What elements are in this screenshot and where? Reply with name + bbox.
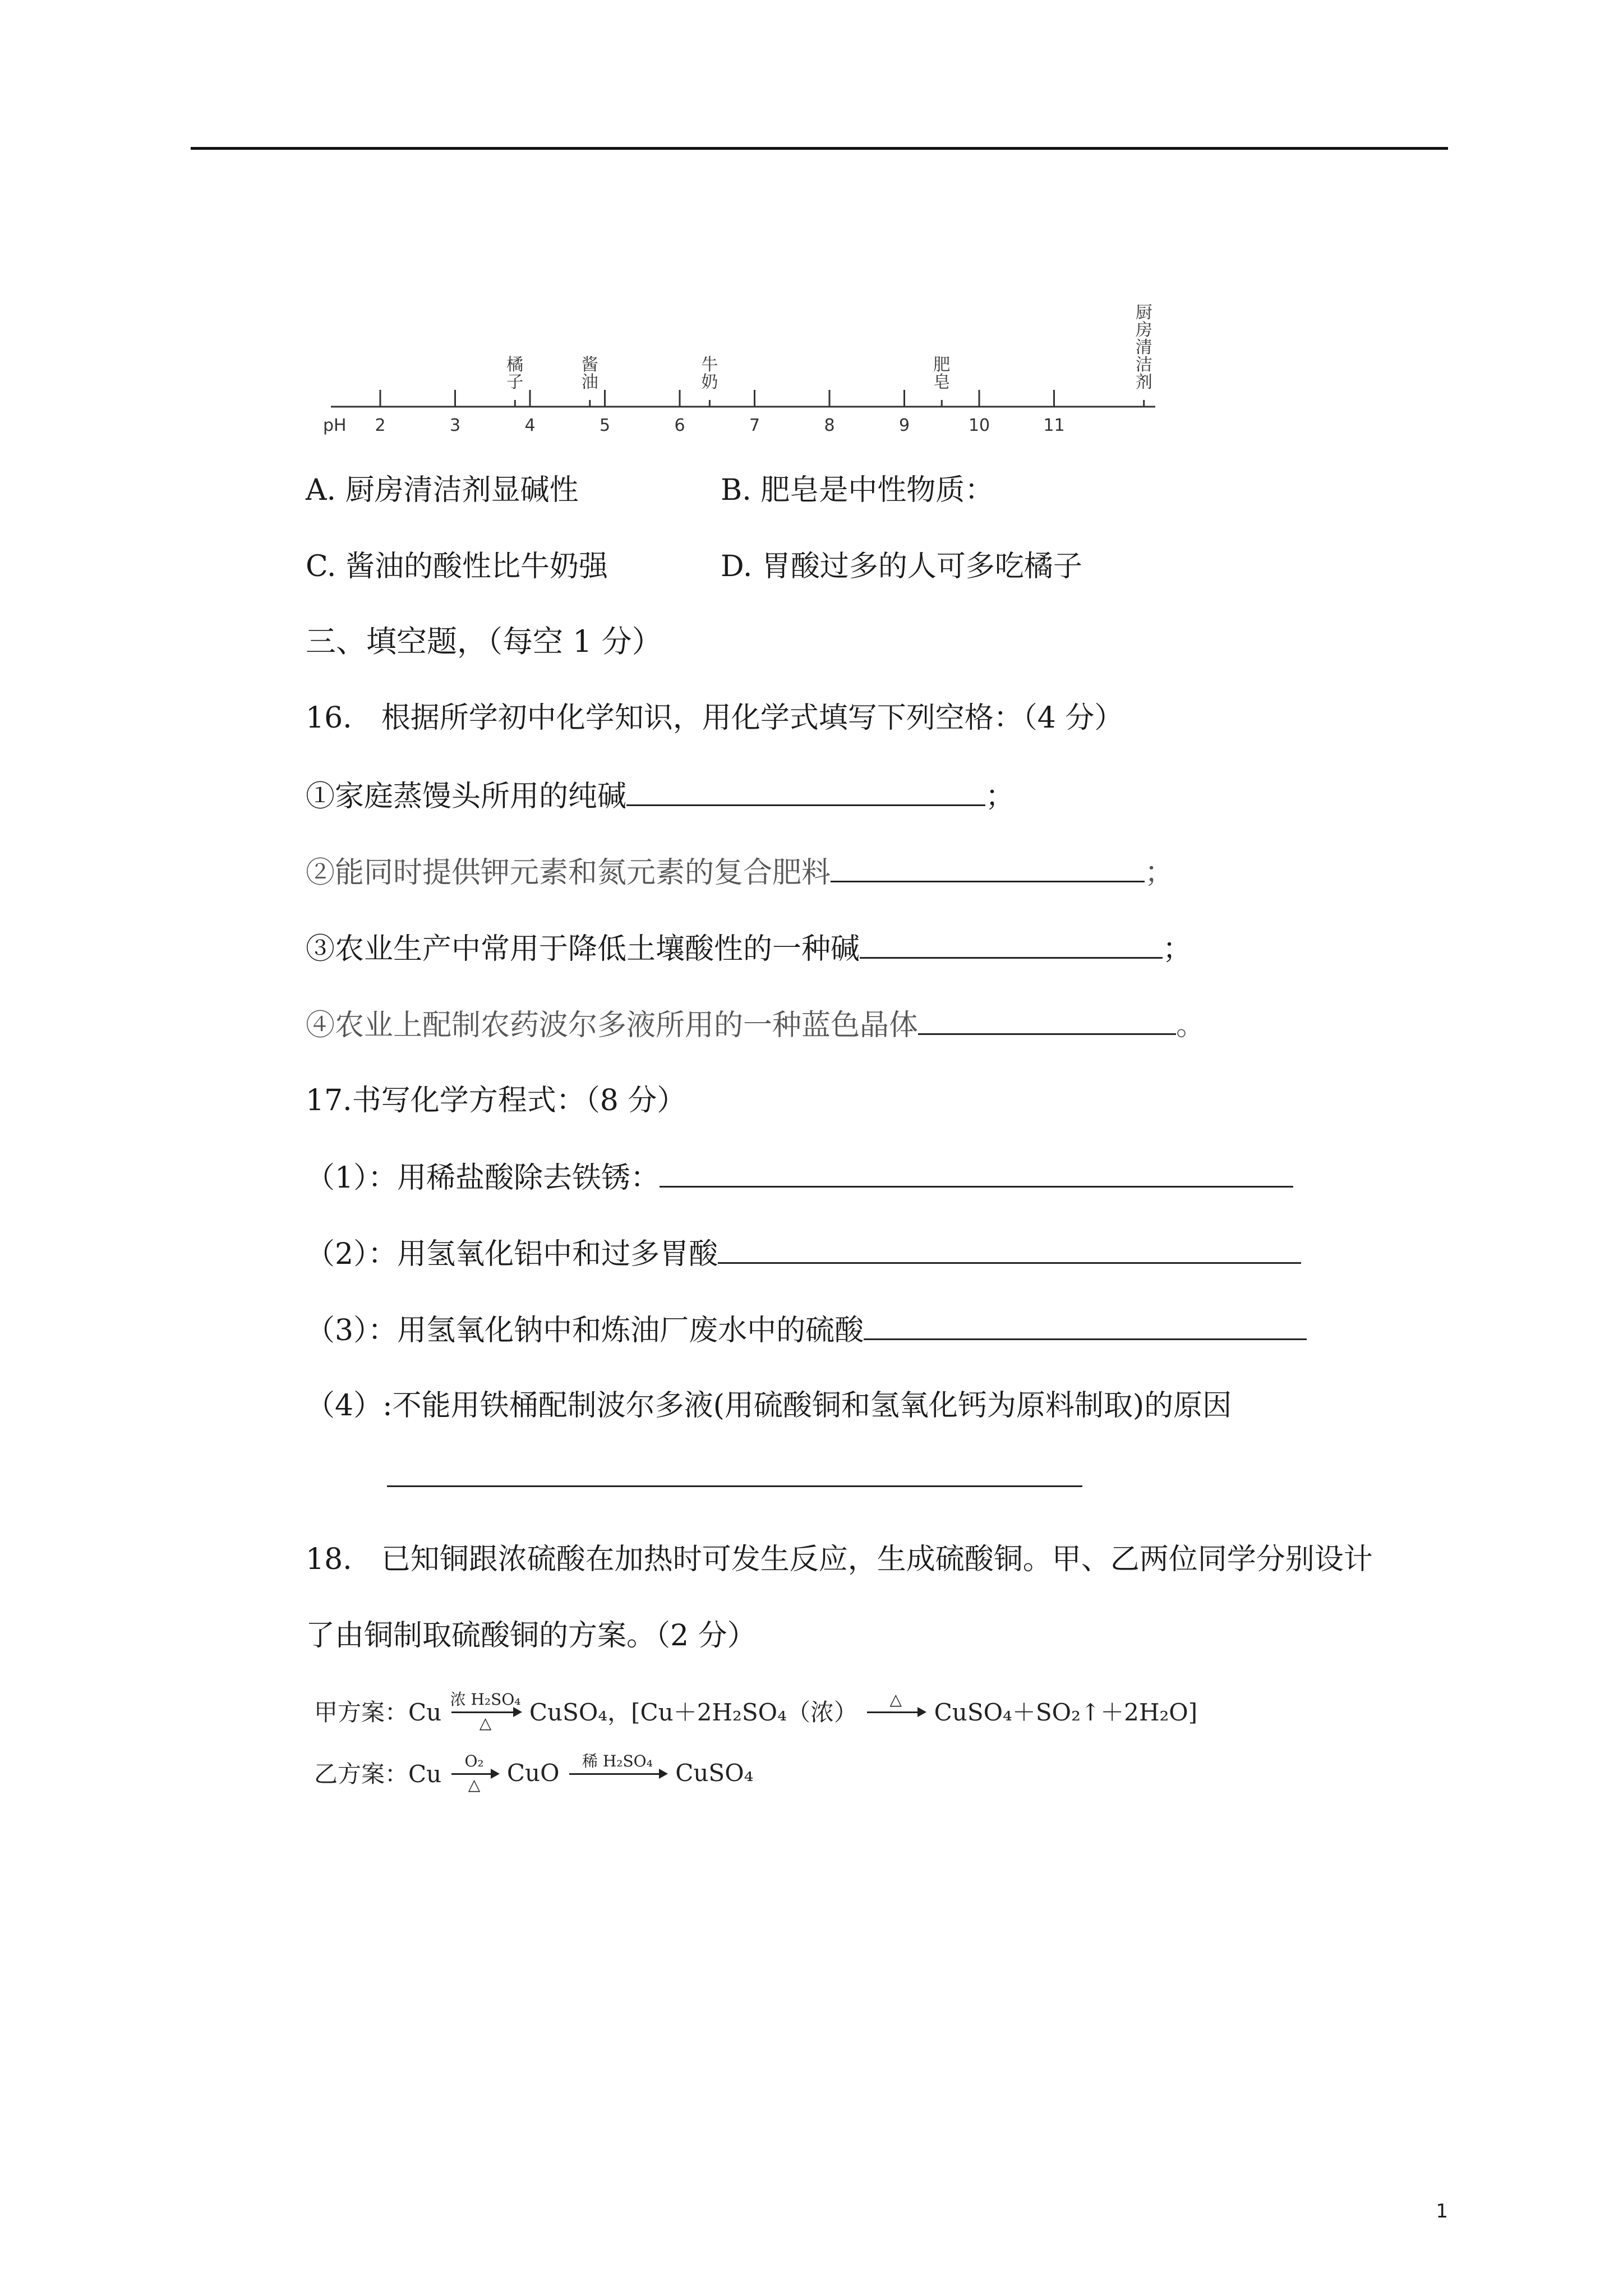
ph-substance-name: 肥皂 [933, 355, 951, 392]
arrow-condition-top: O₂ [464, 1752, 484, 1770]
scheme-jia [314, 1691, 1197, 1736]
arrow-condition-bottom: △ [468, 1775, 481, 1794]
answer-blank-q17-4[interactable] [387, 1485, 1082, 1487]
answer-blank[interactable] [660, 1159, 1293, 1188]
scheme-yi [314, 1753, 753, 1798]
q18-line-1: 18. 已知铜跟浓硫酸在加热时可发生反应，生成硫酸铜。甲、乙两位同学分别设计 [306, 1543, 1373, 1576]
reaction-arrow [865, 1691, 926, 1731]
scheme-jia-label: 甲方案：Cu [314, 1699, 442, 1726]
ph-substance-name: 牛奶 [701, 355, 718, 392]
option-b: B. 肥皂是中性物质： [721, 473, 994, 507]
arrow-condition-bottom: △ [479, 1714, 492, 1732]
q16-item-3 [306, 930, 1192, 967]
option-d: D. 胃酸过多的人可多吃橘子 [721, 550, 1082, 583]
q17-item-3 [306, 1312, 1307, 1349]
answer-blank[interactable] [831, 854, 1145, 882]
answer-blank[interactable] [918, 1006, 1176, 1035]
q16-item-1 [306, 777, 1015, 815]
ph-tick-label: 5 [599, 416, 611, 435]
q17-item-1 [306, 1159, 1293, 1196]
scheme-yi-mid: CuO [506, 1759, 560, 1787]
ph-substance-label [933, 355, 950, 407]
ph-axis [323, 407, 1155, 435]
scheme-jia-rest: CuSO₄＋SO₂↑＋2H₂O] [934, 1699, 1198, 1726]
ph-tick-label: 7 [749, 416, 760, 435]
ph-substance-name: 酱油 [581, 355, 598, 392]
q16-item-text: ①家庭蒸馒头所用的纯碱 [306, 780, 627, 813]
q16-item-end: ； [1163, 932, 1192, 966]
q16-item-end: ； [1145, 856, 1174, 890]
q16-item-text: ③农业生产中常用于降低土壤酸性的一种碱 [306, 932, 860, 966]
ph-tick-label: 3 [449, 416, 461, 435]
q16-item-text: ④农业上配制农药波尔多液所用的一种蓝色晶体 [306, 1009, 919, 1042]
ph-tick-label: 8 [824, 416, 835, 435]
q16-stem: 16. 根据所学初中化学知识，用化学式填写下列空格：（4 分） [306, 701, 1124, 735]
ph-tick-label: 4 [524, 416, 536, 435]
ph-tick-label: 6 [674, 416, 685, 435]
ph-scale-figure [320, 303, 1172, 454]
ph-substance-name: 厨房清洁剂 [1135, 303, 1152, 392]
reaction-arrow [567, 1753, 668, 1792]
arrow-condition-top: 稀 H₂SO₄ [582, 1752, 653, 1770]
ph-tick-label: 10 [968, 416, 990, 435]
ph-tick-label: 2 [375, 416, 386, 435]
header-rule [191, 147, 1448, 150]
ph-tick-label: 11 [1043, 416, 1065, 435]
q16-item-end: ； [985, 780, 1015, 813]
q18-line-2: 了由铜制取硫酸铜的方案。（2 分） [306, 1619, 757, 1653]
option-c: C. 酱油的酸性比牛奶强 [306, 550, 608, 583]
arrow-condition-top: △ [889, 1690, 902, 1709]
reaction-arrow [449, 1691, 522, 1731]
reaction-arrow [449, 1753, 500, 1792]
answer-blank[interactable] [864, 1312, 1307, 1340]
ph-substance-label [701, 355, 718, 407]
answer-blank[interactable] [626, 777, 985, 806]
q17-item-text: （3）：用氢氧化钠中和炼油厂废水中的硫酸 [306, 1314, 864, 1347]
ph-substance-label [1136, 303, 1152, 407]
scheme-yi-label: 乙方案：Cu [314, 1760, 442, 1788]
q16-item-2 [306, 854, 1174, 891]
q17-item-text: （1）：用稀盐酸除去铁锈： [306, 1161, 660, 1195]
q17-item-2 [306, 1235, 1301, 1272]
ph-substance-label [582, 355, 598, 407]
q16-item-4 [306, 1006, 1205, 1043]
q16-item-end: 。 [1176, 1009, 1206, 1042]
scheme-yi-product: CuSO₄ [675, 1759, 754, 1787]
section-title: 三、填空题，（每空 1 分） [306, 624, 662, 659]
ph-ticks [375, 390, 1064, 435]
ph-substance-name: 橘子 [506, 355, 524, 392]
ph-substance-label [506, 355, 523, 407]
ph-tick-label: 9 [898, 416, 910, 435]
answer-blank[interactable] [718, 1235, 1301, 1264]
q17-item-4: （4）:不能用铁桶配制波尔多液(用硫酸铜和氢氧化钙为原料制取)的原因 [306, 1389, 1232, 1423]
page-number: 1 [1436, 2200, 1448, 2223]
q16-item-text: ②能同时提供钾元素和氮元素的复合肥料 [306, 856, 831, 890]
q17-stem: 17.书写化学方程式：（8 分） [306, 1084, 686, 1117]
arrow-condition-top: 浓 H₂SO₄ [450, 1690, 521, 1709]
q17-item-text: （2）：用氢氧化铝中和过多胃酸 [306, 1237, 718, 1271]
option-a: A. 厨房清洁剂显碱性 [306, 473, 579, 507]
scheme-jia-product: CuSO₄，[Cu＋2H₂SO₄（浓） [529, 1699, 857, 1726]
answer-blank[interactable] [860, 930, 1163, 959]
ph-axis-label: pH [323, 416, 347, 435]
